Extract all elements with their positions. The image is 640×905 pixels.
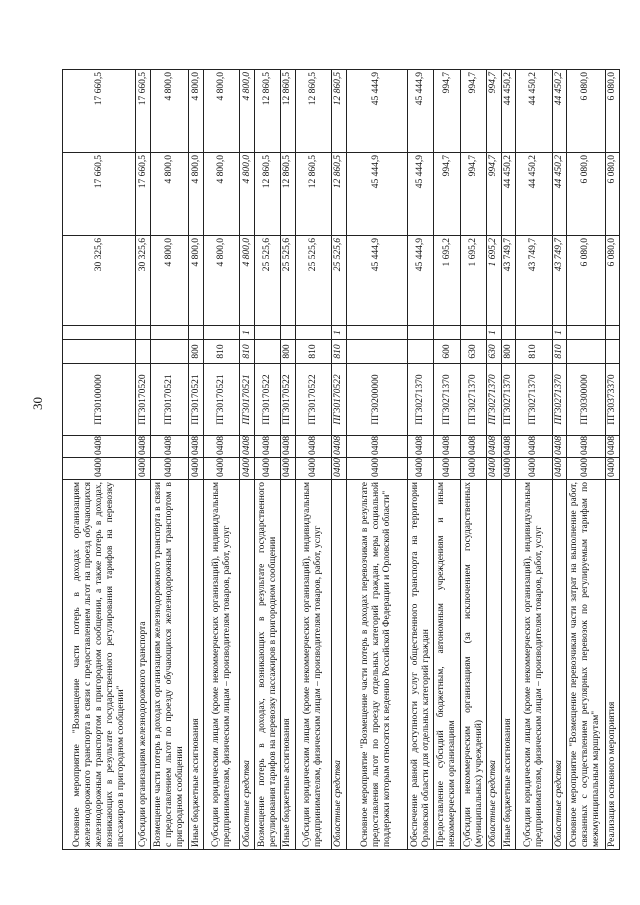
subsection-code: 0408 xyxy=(434,436,461,458)
subsection-code: 0408 xyxy=(487,436,501,458)
target-article-code: ПГ30271370 xyxy=(434,364,461,436)
row-name: Иные бюджетные ассигнования xyxy=(189,480,203,850)
table-row xyxy=(605,70,619,850)
amount-year-2: 4 800,0 xyxy=(203,153,240,236)
amount-year-2: 12 860,5 xyxy=(295,153,332,236)
section-code: 0400 xyxy=(136,458,150,480)
table-row xyxy=(566,70,605,850)
row-name: Иные бюджетные ассигнования xyxy=(281,480,295,850)
expense-type-code: 600 xyxy=(434,340,461,364)
budget-source-code xyxy=(150,326,189,340)
table-row xyxy=(552,70,566,850)
row-name: Основное мероприятие "Возмещение части потерь в доходах перевозчикам в результате предоставления льгот по проезду отдельных категорий граждан, меры социальной поддержки которым относятся к ведению Российской Федерации и Орловской области" xyxy=(346,480,407,850)
table-row xyxy=(295,70,332,850)
subsection-code: 0408 xyxy=(254,436,281,458)
subsection-code: 0408 xyxy=(552,436,566,458)
row-name: Субсидии юридическим лицам (кроме некоммерческих организаций), индивидуальным предпринимателям, физическим лицам – производителям товаров, работ, услуг xyxy=(203,480,240,850)
target-article-code: ПГ30271370 xyxy=(515,364,552,436)
section-code: 0400 xyxy=(434,458,461,480)
target-article-code: ПГ30170522 xyxy=(332,364,346,436)
amount-year-3: 6 080,0 xyxy=(605,70,619,153)
row-name: Областные средства xyxy=(240,480,254,850)
budget-source-code xyxy=(460,326,487,340)
table-row xyxy=(63,70,136,850)
section-code: 0400 xyxy=(254,458,281,480)
target-article-code: ПГ30200000 xyxy=(346,364,407,436)
section-code: 0400 xyxy=(63,458,136,480)
section-code: 0400 xyxy=(605,458,619,480)
amount-year-2: 6 080,0 xyxy=(605,153,619,236)
section-code: 0400 xyxy=(566,458,605,480)
target-article-code: ПГ30300000 xyxy=(566,364,605,436)
amount-year-2: 12 860,5 xyxy=(332,153,346,236)
amount-year-2: 44 450,2 xyxy=(501,153,515,236)
section-code: 0400 xyxy=(332,458,346,480)
expense-type-code xyxy=(407,340,434,364)
budget-source-code xyxy=(136,326,150,340)
target-article-code: ПГ30170521 xyxy=(150,364,189,436)
subsection-code: 0408 xyxy=(566,436,605,458)
amount-year-3: 994,7 xyxy=(487,70,501,153)
section-code: 0400 xyxy=(515,458,552,480)
amount-year-1: 25 525,6 xyxy=(281,236,295,326)
amount-year-3: 44 450,2 xyxy=(552,70,566,153)
target-article-code: ПГ30100000 xyxy=(63,364,136,436)
amount-year-1: 4 800,0 xyxy=(150,236,189,326)
amount-year-3: 4 800,0 xyxy=(189,70,203,153)
target-article-code: ПГ30170522 xyxy=(281,364,295,436)
table-row xyxy=(203,70,240,850)
subsection-code: 0408 xyxy=(515,436,552,458)
amount-year-3: 4 800,0 xyxy=(203,70,240,153)
amount-year-2: 4 800,0 xyxy=(240,153,254,236)
table-row xyxy=(515,70,552,850)
section-code: 0400 xyxy=(460,458,487,480)
target-article-code: ПГ30271370 xyxy=(407,364,434,436)
amount-year-1: 25 525,6 xyxy=(254,236,281,326)
row-name: Реализация основного мероприятия xyxy=(605,480,619,850)
section-code: 0400 xyxy=(501,458,515,480)
row-name: Субсидии некоммерческим организациям (за исключением государственных (муниципальных) учреждений) xyxy=(460,480,487,850)
amount-year-1: 6 080,0 xyxy=(605,236,619,326)
expense-type-code xyxy=(566,340,605,364)
amount-year-1: 43 749,7 xyxy=(552,236,566,326)
row-name: Субсидии юридическим лицам (кроме некоммерческих организаций), индивидуальным предпринимателям, физическим лицам – производителям товаров, работ, услуг xyxy=(295,480,332,850)
expense-type-code: 800 xyxy=(189,340,203,364)
target-article-code: ПГ30271370 xyxy=(460,364,487,436)
section-code: 0400 xyxy=(346,458,407,480)
expense-type-code: 800 xyxy=(501,340,515,364)
expense-type-code: 810 xyxy=(332,340,346,364)
amount-year-2: 17 660,5 xyxy=(136,153,150,236)
amount-year-3: 12 860,5 xyxy=(281,70,295,153)
amount-year-3: 4 800,0 xyxy=(150,70,189,153)
target-article-code: ПГ30170521 xyxy=(203,364,240,436)
expense-type-code: 810 xyxy=(515,340,552,364)
target-article-code: ПГ30271370 xyxy=(501,364,515,436)
subsection-code: 0408 xyxy=(346,436,407,458)
expense-type-code: 630 xyxy=(487,340,501,364)
amount-year-3: 6 080,0 xyxy=(566,70,605,153)
budget-source-code xyxy=(434,326,461,340)
section-code: 0400 xyxy=(281,458,295,480)
expense-type-code: 810 xyxy=(240,340,254,364)
row-name: Основное мероприятие "Возмещение части потерь в доходах организациям железнодорожного транспорта в связи с предоставлением льгот на проезд обучающихся железнодорожным транспортом в пригородном сообщении, а также потерь в доходах, возникающих в результате государственного регулирования тарифов на перевозку пассажиров в пригородном сообщении" xyxy=(63,480,136,850)
budget-source-code: 1 xyxy=(487,326,501,340)
section-code: 0400 xyxy=(189,458,203,480)
amount-year-1: 30 325,6 xyxy=(63,236,136,326)
budget-source-code xyxy=(605,326,619,340)
amount-year-3: 17 660,5 xyxy=(63,70,136,153)
row-name: Возмещение потерь в доходах, возникающих в результате государственного регулирования тарифов на перевозку пассажиров в пригородном сообщении xyxy=(254,480,281,850)
amount-year-1: 1 695,2 xyxy=(460,236,487,326)
budget-source-code xyxy=(254,326,281,340)
budget-source-code xyxy=(346,326,407,340)
amount-year-1: 6 080,0 xyxy=(566,236,605,326)
amount-year-1: 1 695,2 xyxy=(434,236,461,326)
table-row xyxy=(240,70,254,850)
section-code: 0400 xyxy=(552,458,566,480)
amount-year-2: 45 444,9 xyxy=(407,153,434,236)
amount-year-1: 4 800,0 xyxy=(203,236,240,326)
section-code: 0400 xyxy=(295,458,332,480)
table-row xyxy=(346,70,407,850)
amount-year-1: 43 749,7 xyxy=(515,236,552,326)
subsection-code: 0408 xyxy=(189,436,203,458)
amount-year-2: 12 860,5 xyxy=(281,153,295,236)
amount-year-1: 4 800,0 xyxy=(189,236,203,326)
expense-type-code xyxy=(605,340,619,364)
table-row xyxy=(150,70,189,850)
expense-type-code: 810 xyxy=(552,340,566,364)
amount-year-3: 12 860,5 xyxy=(254,70,281,153)
expense-type-code: 630 xyxy=(460,340,487,364)
amount-year-1: 25 525,6 xyxy=(332,236,346,326)
amount-year-1: 43 749,7 xyxy=(501,236,515,326)
budget-source-code xyxy=(515,326,552,340)
section-code: 0400 xyxy=(407,458,434,480)
amount-year-2: 994,7 xyxy=(487,153,501,236)
table-row xyxy=(254,70,281,850)
row-name: Областные средства xyxy=(332,480,346,850)
amount-year-2: 17 660,5 xyxy=(63,153,136,236)
target-article-code: ПГ30271370 xyxy=(487,364,501,436)
row-name: Основное мероприятие "Возмещение перевозчикам части затрат на выполнение работ, связанных с осуществлением регулярных перевозок по регулируемым тарифам по межмуниципальным маршрутам" xyxy=(566,480,605,850)
expense-type-code xyxy=(150,340,189,364)
section-code: 0400 xyxy=(240,458,254,480)
target-article-code: ПГ30170520 xyxy=(136,364,150,436)
target-article-code: ПГ30170522 xyxy=(254,364,281,436)
expense-type-code xyxy=(346,340,407,364)
amount-year-3: 4 800,0 xyxy=(240,70,254,153)
budget-source-code xyxy=(295,326,332,340)
amount-year-2: 45 444,9 xyxy=(346,153,407,236)
amount-year-3: 12 860,5 xyxy=(332,70,346,153)
table-row xyxy=(434,70,461,850)
table-row xyxy=(332,70,346,850)
amount-year-1: 45 444,9 xyxy=(346,236,407,326)
amount-year-3: 12 860,5 xyxy=(295,70,332,153)
budget-source-code xyxy=(566,326,605,340)
subsection-code: 0408 xyxy=(203,436,240,458)
subsection-code: 0408 xyxy=(136,436,150,458)
table-row xyxy=(501,70,515,850)
table-row xyxy=(487,70,501,850)
amount-year-1: 45 444,9 xyxy=(407,236,434,326)
row-name: Субсидии организациям железнодорожного транспорта xyxy=(136,480,150,850)
table-row xyxy=(407,70,434,850)
subsection-code: 0408 xyxy=(332,436,346,458)
page-number: 30 xyxy=(30,397,45,410)
row-name: Обеспечение равной доступности услуг общественного транспорта на территории Орловской области для отдельных категорий граждан xyxy=(407,480,434,850)
section-code: 0400 xyxy=(487,458,501,480)
amount-year-3: 994,7 xyxy=(434,70,461,153)
table-body xyxy=(63,70,620,850)
budget-source-code: 1 xyxy=(240,326,254,340)
target-article-code: ПГ30170522 xyxy=(295,364,332,436)
row-name: Субсидии юридическим лицам (кроме некоммерческих организаций), индивидуальным предпринимателям, физическим лицам – производителям товаров, работ, услуг xyxy=(515,480,552,850)
subsection-code: 0408 xyxy=(407,436,434,458)
budget-table-container xyxy=(62,70,620,850)
amount-year-2: 44 450,2 xyxy=(515,153,552,236)
budget-source-code xyxy=(203,326,240,340)
section-code: 0400 xyxy=(203,458,240,480)
budget-source-code xyxy=(63,326,136,340)
subsection-code: 0408 xyxy=(501,436,515,458)
subsection-code: 0408 xyxy=(240,436,254,458)
subsection-code: 0408 xyxy=(63,436,136,458)
amount-year-2: 12 860,5 xyxy=(254,153,281,236)
amount-year-3: 45 444,9 xyxy=(346,70,407,153)
amount-year-1: 4 800,0 xyxy=(240,236,254,326)
subsection-code: 0408 xyxy=(295,436,332,458)
amount-year-3: 44 450,2 xyxy=(501,70,515,153)
subsection-code: 0408 xyxy=(605,436,619,458)
row-name: Возмещение части потерь в доходах организациям железнодорожного транспорта в связи с предоставлением льгот по проезду обучающихся железнодорожным транспортом в пригородном сообщении xyxy=(150,480,189,850)
target-article-code: ПГ30271370 xyxy=(552,364,566,436)
amount-year-3: 994,7 xyxy=(460,70,487,153)
table-row xyxy=(460,70,487,850)
amount-year-2: 44 450,2 xyxy=(552,153,566,236)
row-name: Иные бюджетные ассигнования xyxy=(501,480,515,850)
section-code: 0400 xyxy=(150,458,189,480)
budget-source-code: 1 xyxy=(332,326,346,340)
table-row xyxy=(189,70,203,850)
target-article-code: ПГ30170521 xyxy=(240,364,254,436)
table-row xyxy=(136,70,150,850)
budget-source-code: 1 xyxy=(552,326,566,340)
amount-year-2: 4 800,0 xyxy=(189,153,203,236)
amount-year-1: 1 695,2 xyxy=(487,236,501,326)
target-article-code: ПГ30373370 xyxy=(605,364,619,436)
expense-type-code xyxy=(254,340,281,364)
expense-type-code xyxy=(136,340,150,364)
amount-year-3: 45 444,9 xyxy=(407,70,434,153)
expense-type-code: 810 xyxy=(203,340,240,364)
table-row xyxy=(281,70,295,850)
amount-year-1: 30 325,6 xyxy=(136,236,150,326)
amount-year-2: 994,7 xyxy=(460,153,487,236)
amount-year-3: 17 660,5 xyxy=(136,70,150,153)
row-name: Областные средства xyxy=(552,480,566,850)
budget-source-code xyxy=(407,326,434,340)
budget-source-code xyxy=(501,326,515,340)
amount-year-2: 994,7 xyxy=(434,153,461,236)
subsection-code: 0408 xyxy=(460,436,487,458)
expense-type-code xyxy=(63,340,136,364)
amount-year-2: 4 800,0 xyxy=(150,153,189,236)
expense-type-code: 800 xyxy=(281,340,295,364)
budget-table xyxy=(62,69,620,850)
target-article-code: ПГ30170521 xyxy=(189,364,203,436)
budget-source-code xyxy=(281,326,295,340)
amount-year-1: 25 525,6 xyxy=(295,236,332,326)
row-name: Областные средства xyxy=(487,480,501,850)
budget-source-code xyxy=(189,326,203,340)
expense-type-code: 810 xyxy=(295,340,332,364)
subsection-code: 0408 xyxy=(281,436,295,458)
amount-year-2: 6 080,0 xyxy=(566,153,605,236)
subsection-code: 0408 xyxy=(150,436,189,458)
row-name: Предоставление субсидий бюджетным, автономным учреждениям и иным некоммерческим организациям xyxy=(434,480,461,850)
amount-year-3: 44 450,2 xyxy=(515,70,552,153)
